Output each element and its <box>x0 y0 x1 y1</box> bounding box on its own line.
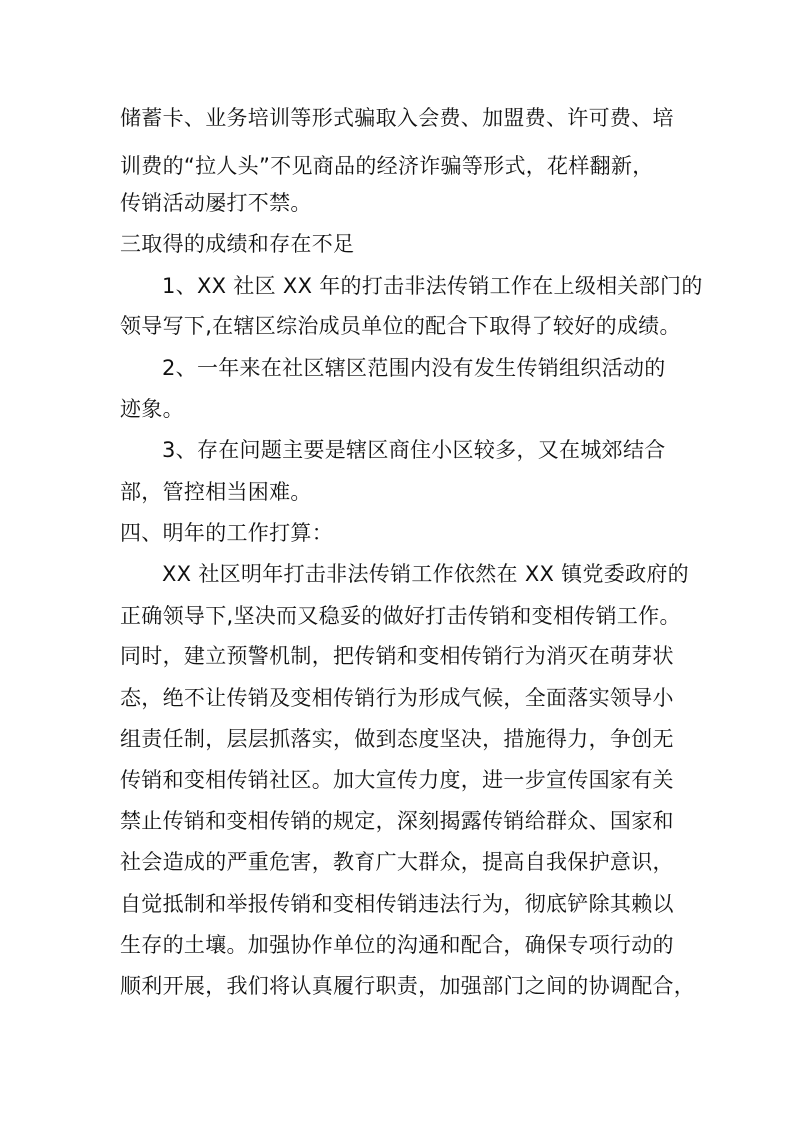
body-text-line: 传销和变相传销社区。加大宣传力度，进一步宣传国家有关 <box>120 768 674 792</box>
body-text-line: 禁止传销和变相传销的规定，深刻揭露传销给群众、国家和 <box>120 809 674 833</box>
list-item-line: 1、XX 社区 XX 年的打击非法传销工作在上级相关部门的 <box>162 274 703 298</box>
body-text-line: 储蓄卡、业务培训等形式骗取入会费、加盟费、许可费、培 <box>120 106 674 130</box>
section-heading: 四、明年的工作打算： <box>120 521 333 545</box>
body-text-line: 生存的土壤。加强协作单位的沟通和配合，确保专项行动的 <box>120 933 674 957</box>
section-heading: 三取得的成绩和存在不足 <box>120 232 355 256</box>
body-text-line: 同时，建立预警机制，把传销和变相传销行为消灭在萌芽状 <box>120 644 674 668</box>
body-text-line: 正确领导下,坚决而又稳妥的做好打击传销和变相传销工作。 <box>120 604 681 628</box>
list-item-line: 领导写下,在辖区综治成员单位的配合下取得了较好的成绩。 <box>120 314 681 338</box>
list-item-line: 部，管控相当困难。 <box>120 480 312 504</box>
body-text-line: 社会造成的严重危害，教育广大群众，提高自我保护意识， <box>120 850 674 874</box>
list-item-line: 3、存在问题主要是辖区商住小区较多，又在城郊结合 <box>162 438 666 462</box>
list-item-line: 迹象。 <box>120 397 184 421</box>
body-text-line: XX 社区明年打击非法传销工作依然在 XX 镇党委政府的 <box>162 562 689 586</box>
body-text-line: 自觉抵制和举报传销和变相传销违法行为，彻底铲除其赖以 <box>120 892 674 916</box>
list-item-line: 2、一年来在社区辖区范围内没有发生传销组织活动的 <box>162 356 666 380</box>
body-text-line: 传销活动屡打不禁。 <box>120 191 312 215</box>
body-text-line: 组责任制，层层抓落实，做到态度坚决，措施得力，争创无 <box>120 727 674 751</box>
body-text-line: 顺利开展，我们将认真履行职责，加强部门之间的协调配合， <box>120 974 696 998</box>
body-text-line: 态，绝不让传销及变相传销行为形成气候，全面落实领导小 <box>120 686 674 710</box>
body-text-line: 训费的“拉人头”不见商品的经济诈骗等形式，花样翻新， <box>120 154 654 178</box>
